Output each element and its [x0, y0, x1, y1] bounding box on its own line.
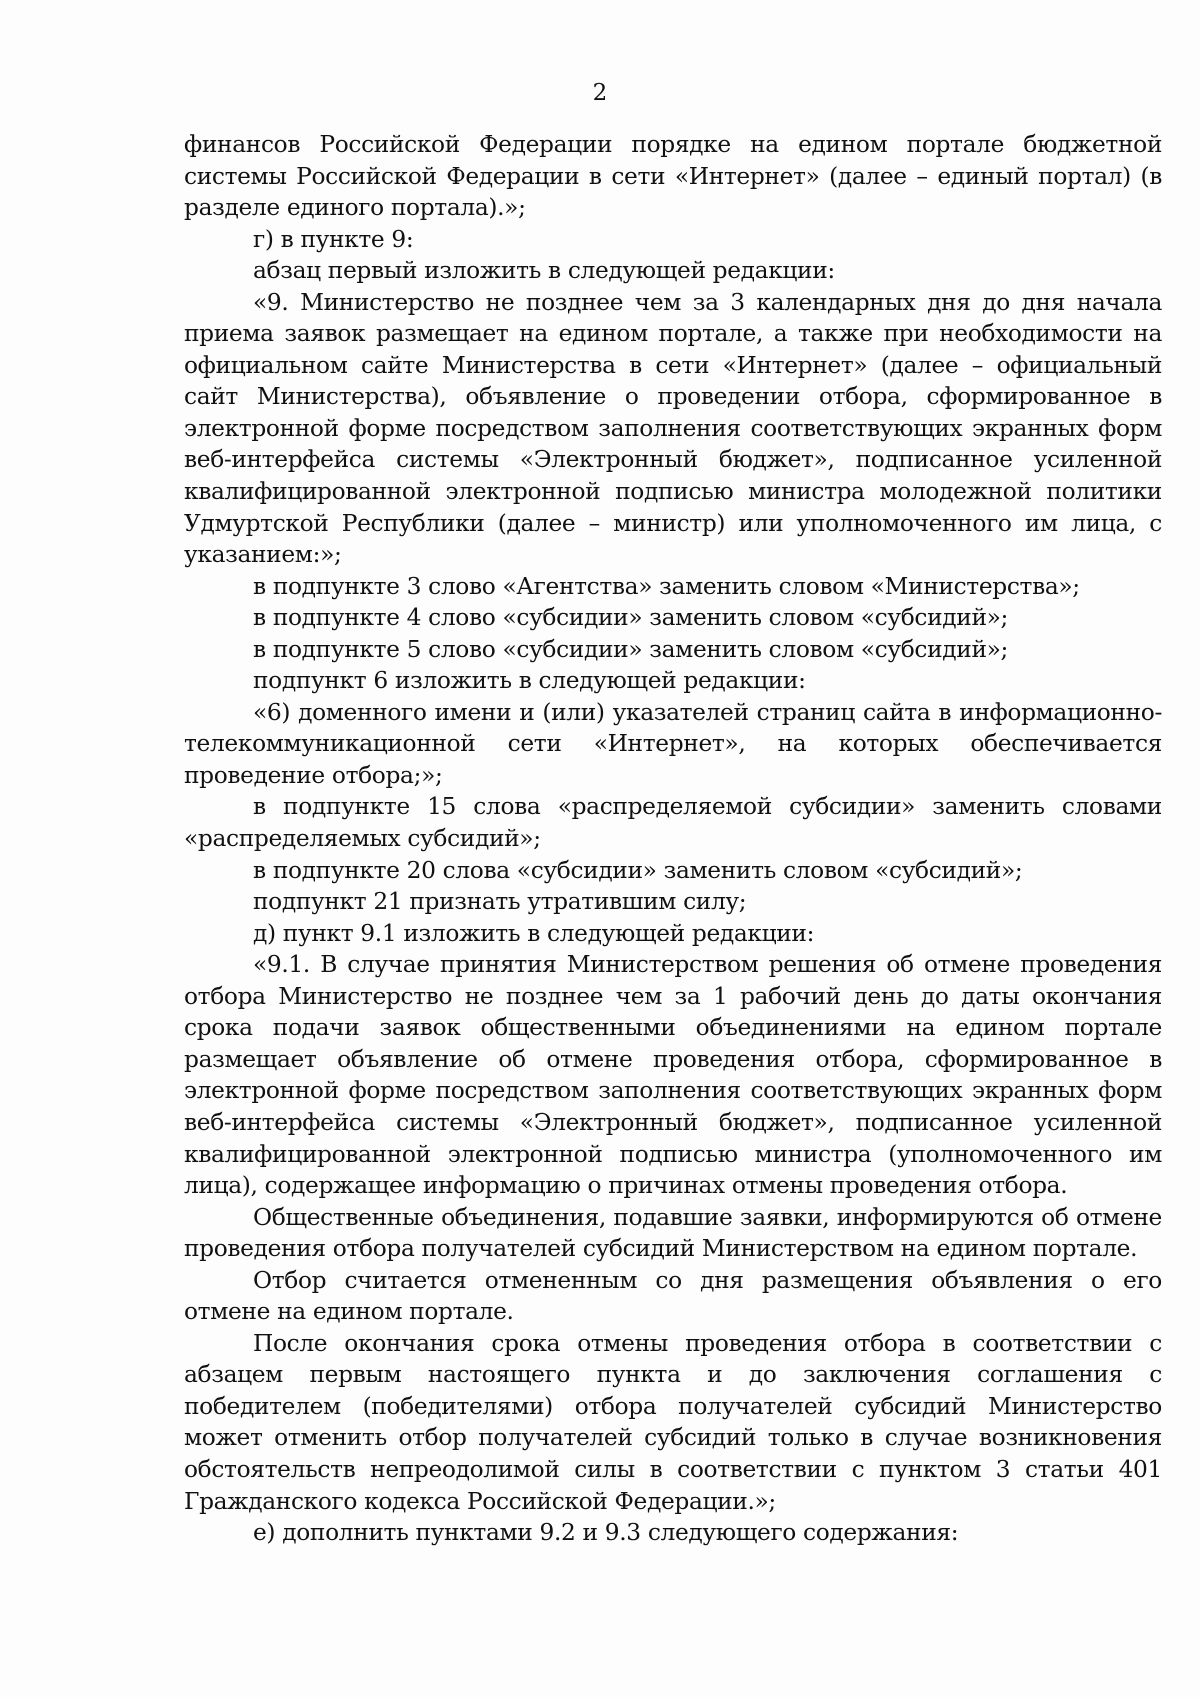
- paragraph-continuation: финансов Российской Федерации порядке на едином портале бюджетной системы Российской Федерации в сети «Интернет» (далее – единый портал) (в разделе единого портала).»;: [184, 131, 1162, 222]
- paragraph: в подпункте 20 слова «субсидии» заменить словом «субсидий»;: [253, 856, 1023, 884]
- paragraph: После окончания срока отмены проведения отбора в соответствии с абзацем первым настоящего пункта и до заключения соглашения с победителем (победителями) отбора получателей субсидий Министерство может отменить отбор получателей субсидий только в случае возникновения обстоятельств непреодолимой силы в соответствии с пунктом 3 статьи 401 Гражданского кодекса Российской Федерации.»;: [184, 1329, 1162, 1515]
- paragraph: Общественные объединения, подавшие заявки, информируются об отмене проведения отбора получателей субсидий Министерством на едином портале.: [184, 1203, 1162, 1263]
- paragraph: абзац первый изложить в следующей редакции:: [253, 257, 835, 285]
- paragraph: г) в пункте 9:: [253, 225, 414, 253]
- paragraph: Отбор считается отмененным со дня размещения объявления о его отмене на едином портале.: [184, 1266, 1162, 1326]
- paragraph: в подпункте 3 слово «Агентства» заменить словом «Министерства»;: [253, 572, 1080, 600]
- paragraph: в подпункте 5 слово «субсидии» заменить словом «субсидий»;: [253, 635, 1009, 663]
- paragraph: «6) доменного имени и (или) указателей страниц сайта в информационно-телекоммуникационной сети «Интернет», на которых обеспечивается проведение отбора;»;: [184, 698, 1162, 789]
- paragraph: д) пункт 9.1 изложить в следующей редакции:: [253, 919, 815, 947]
- paragraph: в подпункте 15 слова «распределяемой субсидии» заменить словами «распределяемых субсидий»;: [184, 793, 1162, 853]
- paragraph: е) дополнить пунктами 9.2 и 9.3 следующего содержания:: [253, 1519, 959, 1547]
- paragraph: подпункт 6 изложить в следующей редакции:: [253, 667, 806, 695]
- paragraph: подпункт 21 признать утратившим силу;: [253, 888, 747, 916]
- document-body: [184, 129, 1162, 1549]
- paragraph: «9. Министерство не позднее чем за 3 календарных дня до дня начала приема заявок размещает на едином портале, а также при необходимости на официальном сайте Министерства в сети «Интернет» (далее – официальный сайт Министерства), объявление о проведении отбора, сформированное в электронной форме посредством заполнения соответствующих экранных форм веб-интерфейса системы «Электронный бюджет», подписанное усиленной квалифицированной электронной подписью министра молодежной политики Удмуртской Республики (далее – министр) или уполномоченного им лица, с указанием:»;: [184, 288, 1162, 569]
- paragraph: в подпункте 4 слово «субсидии» заменить словом «субсидий»;: [253, 604, 1009, 632]
- page-number: 2: [592, 80, 608, 106]
- paragraph: «9.1. В случае принятия Министерством решения об отмене проведения отбора Министерство не позднее чем за 1 рабочий день до даты окончания срока подачи заявок общественными объединениями на едином портале размещает объявление об отмене проведения отбора, сформированное в электронной форме посредством заполнения соответствующих экранных форм веб-интерфейса системы «Электронный бюджет», подписанное усиленной квалифицированной электронной подписью министра (уполномоченного им лица), содержащее информацию о причинах отмены проведения отбора.: [184, 951, 1162, 1200]
